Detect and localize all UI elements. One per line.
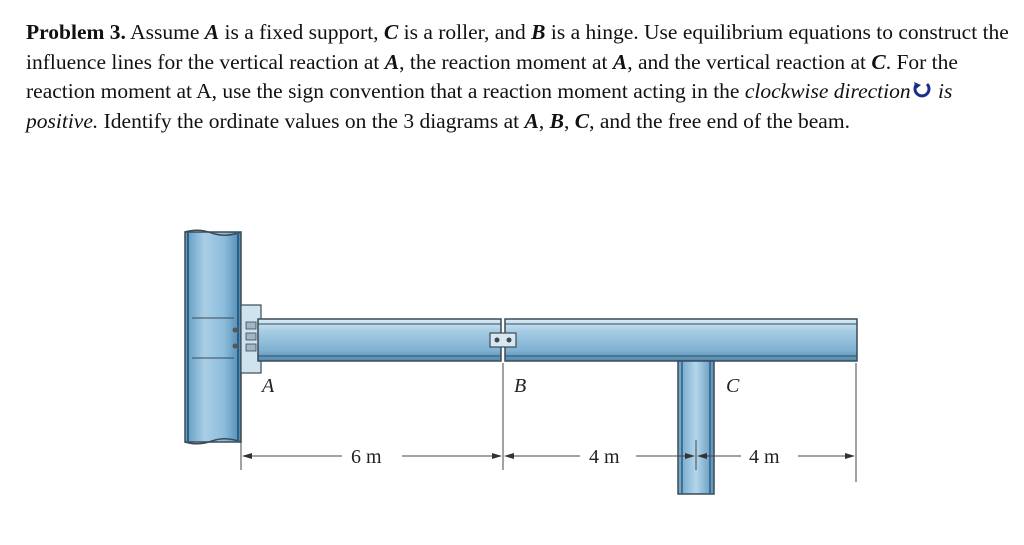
text-segment: , <box>563 108 575 133</box>
label-c: C <box>726 375 740 397</box>
clockwise-text: is positive. <box>26 79 953 133</box>
dimension-line-ab <box>242 446 502 468</box>
text-segment: , the reaction moment at <box>399 49 613 74</box>
beam-segment-ab <box>258 319 501 361</box>
text-segment: , and the vertical reaction at <box>627 49 872 74</box>
var-c: C <box>383 20 399 44</box>
problem-heading: Problem 3. <box>26 20 126 44</box>
clockwise-text: clockwise direction <box>744 79 911 103</box>
var-c: C <box>574 108 590 133</box>
text-segment: is a fixed support, <box>219 20 384 44</box>
text-segment: . For the reaction moment at A, use the sign convention that a reaction moment acting in the <box>26 49 958 103</box>
label-a: A <box>262 375 275 397</box>
dim-label-ab: 6 m <box>351 446 382 468</box>
var-b: B <box>549 108 564 133</box>
text-segment: is a roller, and <box>398 20 532 44</box>
dimension-line-bc <box>504 446 695 468</box>
label-b: B <box>514 375 527 397</box>
text-segment: , <box>538 108 550 133</box>
hinge-b <box>490 333 516 347</box>
text-segment: Assume <box>125 20 205 44</box>
dimension-line-c-end <box>697 446 855 468</box>
var-b: B <box>531 20 546 44</box>
text-segment: is a hinge. Use equilibrium equations to construct the influence lines for the vertical reaction at <box>26 20 1009 74</box>
fixed-wall-column <box>185 230 241 444</box>
text-segment: Identify the ordinate values on the 3 diagrams at <box>98 108 525 133</box>
dim-label-bc: 4 m <box>589 446 620 468</box>
var-a: A <box>204 20 220 44</box>
var-a: A <box>524 108 539 133</box>
roller-support-post-c <box>678 361 714 494</box>
var-a: A <box>612 49 628 74</box>
var-c: C <box>871 49 886 74</box>
text-segment: , and the free end of the beam. <box>589 108 850 133</box>
dim-label-c-end: 4 m <box>749 446 780 468</box>
beam-segment-b-end <box>505 319 857 361</box>
var-a: A <box>384 49 400 74</box>
